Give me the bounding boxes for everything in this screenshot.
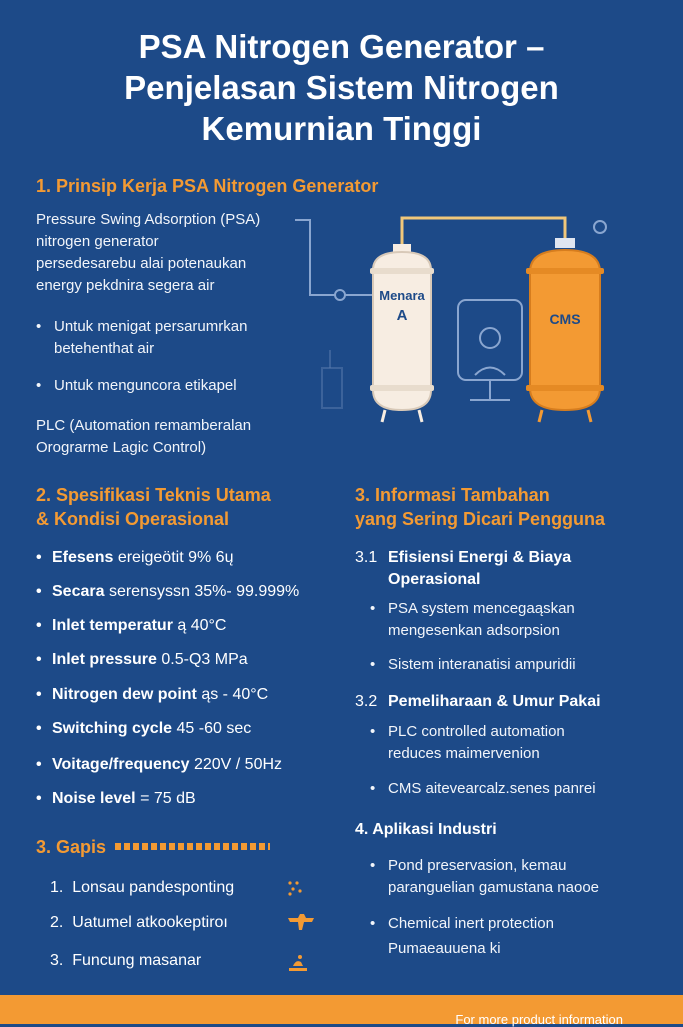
bullet-3-2-b: • CMS aitevearcalz.senes panrei: [388, 778, 596, 800]
spec-label: Inlet temperatur: [52, 617, 173, 634]
spec-purity: [52, 581, 299, 603]
section2-heading-line: 2. Spesifikasi Teknis Utama: [36, 485, 271, 505]
section4-heading: 4. Aplikasi Industri: [355, 821, 497, 838]
bullet-line: • PSA system mencegaąskan: [388, 600, 575, 617]
tower-a-label-2: A: [396, 307, 408, 324]
spec-label: Secara: [52, 583, 105, 600]
bullet-line: betehenthat air: [54, 340, 155, 357]
bullet-3-1-b: • Sistem interanatisi ampuridii: [388, 654, 576, 676]
bullet-3-2-a: [388, 721, 565, 765]
para2-line: Orograrme Lagic Control): [36, 439, 207, 456]
gapis-item-1: [50, 877, 234, 899]
spec-value: ereigeötit 9% 6ų: [117, 549, 234, 566]
section1-heading: 1. Prinsip Kerja PSA Nitrogen Generator: [36, 176, 379, 196]
tower-cms-label: CMS: [549, 311, 581, 327]
section4-bullet-1: [388, 855, 599, 899]
spec-inlet-pressure: [52, 649, 248, 671]
subsection-title-line: Operasional: [388, 571, 481, 588]
dots-icon: [284, 878, 308, 898]
para2-line: PLC (Automation remamberalan: [36, 417, 252, 434]
subsection-3-1: [355, 547, 572, 591]
subsection-number: 3.2: [355, 693, 378, 710]
bullet-line: mengesenkan adsorpsion: [388, 622, 560, 639]
gapis-item-2: [50, 912, 228, 934]
section1-paragraph-1: [36, 209, 306, 297]
section1-bullet-1: [54, 316, 247, 360]
gauge-icon: [594, 221, 606, 233]
footer-bar: [0, 995, 683, 1027]
spec-dew-point: [52, 684, 268, 706]
spec-label: Noise level: [52, 790, 136, 807]
gapis-item-3: [50, 950, 201, 972]
spec-inlet-temperature: [52, 615, 226, 637]
spec-value: 0.5-Q3 MPa: [161, 651, 248, 668]
item-number: 1.: [50, 879, 64, 896]
spec-efficiency: [52, 547, 233, 569]
subsection-title-line: Pemeliharaan & Umur Pakai: [388, 693, 601, 710]
bullet-line: • Chemical inert protection: [388, 915, 554, 932]
tower-a-label-1: Menara: [379, 288, 425, 303]
valve-tool-icon: [286, 910, 316, 934]
bullet-3-1-a: [388, 598, 575, 642]
item-number: 2.: [50, 914, 64, 931]
tower-a-icon: [370, 244, 434, 422]
controller-icon: [458, 300, 522, 400]
section3-right-heading: [355, 483, 605, 531]
bullet-line: reduces maimervenion: [388, 745, 540, 762]
psa-system-diagram: [290, 200, 620, 435]
section2-heading-line: & Kondisi Operasional: [36, 509, 230, 529]
item-text: Lonsau pandesponting: [72, 879, 235, 896]
spec-label: Inlet pressure: [52, 651, 157, 668]
para1-line: persedesarebu alai potenaukan: [36, 255, 247, 272]
spec-voltage: [52, 754, 282, 776]
spec-switching-cycle: [52, 718, 251, 740]
item-number: 3.: [50, 952, 64, 969]
spec-value: ą 40°C: [177, 617, 227, 634]
spec-label: Voitage/frequency: [52, 756, 190, 773]
connecting-pipe: [402, 218, 565, 248]
subsection-number: 3.1: [355, 549, 378, 566]
section1-paragraph-2: [36, 415, 251, 459]
spec-value: serensyssn 35%- 99.999%: [108, 583, 300, 600]
section3-heading-line: 3. Informasi Tambahan: [355, 485, 550, 505]
spec-noise-level: [52, 788, 196, 810]
bullet-line: • Untuk menigat persarumrkan: [54, 318, 248, 335]
bullet-line: paranguelian gamustana naooe: [388, 879, 600, 896]
title-line-3: Kemurnian Tinggi: [201, 110, 482, 147]
valve-icon: [335, 290, 345, 300]
tower-cms-icon: [526, 238, 604, 422]
spec-label: Switching cycle: [52, 720, 173, 737]
spec-value: 220V / 50Hz: [193, 756, 283, 773]
item-text: Uatumel atkookeptiroı: [72, 914, 228, 931]
section4-bullet-2: [388, 913, 554, 960]
bullet-line: • Pond preservasion, kemau: [388, 857, 567, 874]
bullet-line: • PLC controlled automation: [388, 723, 565, 740]
title-line-1: PSA Nitrogen Generator –: [138, 28, 545, 65]
hand-icon: [286, 950, 310, 974]
footer-link[interactable]: For more product information: [455, 1012, 623, 1027]
spec-label: Efesens: [52, 549, 114, 566]
subsection-3-2: [355, 691, 601, 713]
section2-heading: [36, 483, 271, 531]
dashed-divider: [115, 843, 270, 850]
inlet-pipe: [295, 220, 335, 295]
title-line-2: Penjelasan Sistem Nitrogen: [124, 69, 559, 106]
bullet-line: Pumaeauuena ki: [388, 940, 501, 957]
para1-line: energy pekdnira segera air: [36, 277, 215, 294]
section3-heading-line: yang Sering Dicari Pengguna: [355, 509, 606, 529]
subsection-title-line: Efisiensi Energi & Biaya: [388, 549, 572, 566]
background-equipment-icon: [322, 368, 342, 408]
spec-value: 45 -60 sec: [176, 720, 252, 737]
para1-line: Pressure Swing Adsorption (PSA): [36, 211, 261, 228]
page-title: [20, 26, 663, 149]
spec-value: = 75 dB: [140, 790, 196, 807]
section3-left-heading: 3. Gapis: [36, 837, 107, 857]
item-text: Funcung masanar: [72, 952, 202, 969]
para1-line: nitrogen generator: [36, 233, 159, 250]
section1-bullet-2: • Untuk menguncora etikapel: [54, 375, 237, 397]
spec-label: Nitrogen dew point: [52, 686, 197, 703]
spec-value: ąs - 40°C: [201, 686, 269, 703]
